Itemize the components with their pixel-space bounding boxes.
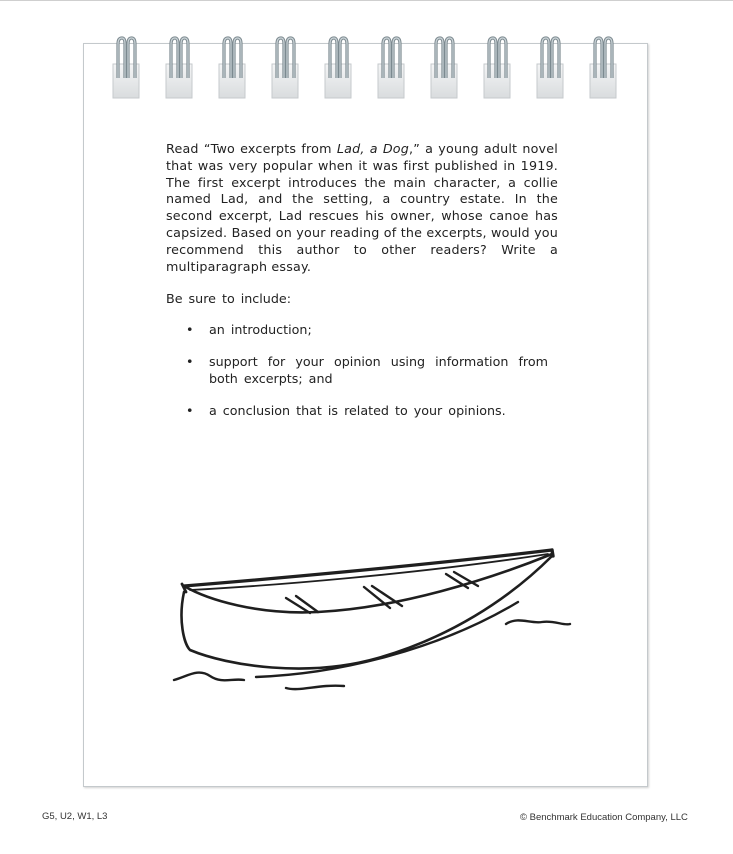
list-item-text: an introduction; [209, 322, 312, 337]
lesson-code: G5, U2, W1, L3 [42, 811, 108, 822]
spiral-ring-icon [325, 38, 351, 98]
spiral-ring-icon [272, 38, 298, 98]
bullet-icon: • [186, 322, 194, 337]
spiral-ring-icon [166, 38, 192, 98]
spiral-ring-icon [113, 38, 139, 98]
list-item-text: support for your opinion using information from both excerpts; and [209, 354, 548, 387]
spiral-ring-icon [219, 38, 245, 98]
writing-prompt [166, 141, 558, 275]
list-item [186, 403, 548, 420]
spiral-ring-icon [590, 38, 616, 98]
spiral-ring-icon [431, 38, 457, 98]
prompt-intro: Read “Two excerpts from [166, 141, 337, 156]
requirements-list [186, 322, 548, 436]
spiral-ring-icon [484, 38, 510, 98]
prompt-body: ,” a young adult novel that was very popular when it was first published in 1919. The first excerpt introduces the main character, a collie named Lad, and the setting, a country estate. In the second excerpt, Lad rescues his owner, whose canoe has capsized. Based on your reading of the excerpts, would you recommend this author to other readers? Write a multiparagraph essay. [166, 141, 559, 274]
list-item [186, 354, 548, 388]
book-title: Lad, a Dog [336, 141, 410, 156]
list-item [186, 322, 548, 339]
spiral-ring-icon [537, 38, 563, 98]
canoe-illustration [168, 540, 578, 700]
bullet-icon: • [186, 354, 194, 370]
bullet-icon: • [186, 403, 194, 419]
include-heading: Be sure to include: [166, 291, 291, 306]
copyright-notice: © Benchmark Education Company, LLC [520, 812, 688, 823]
list-item-text: a conclusion that is related to your opinions. [209, 403, 506, 419]
spiral-ring-icon [378, 38, 404, 98]
spiral-binding [0, 0, 733, 100]
